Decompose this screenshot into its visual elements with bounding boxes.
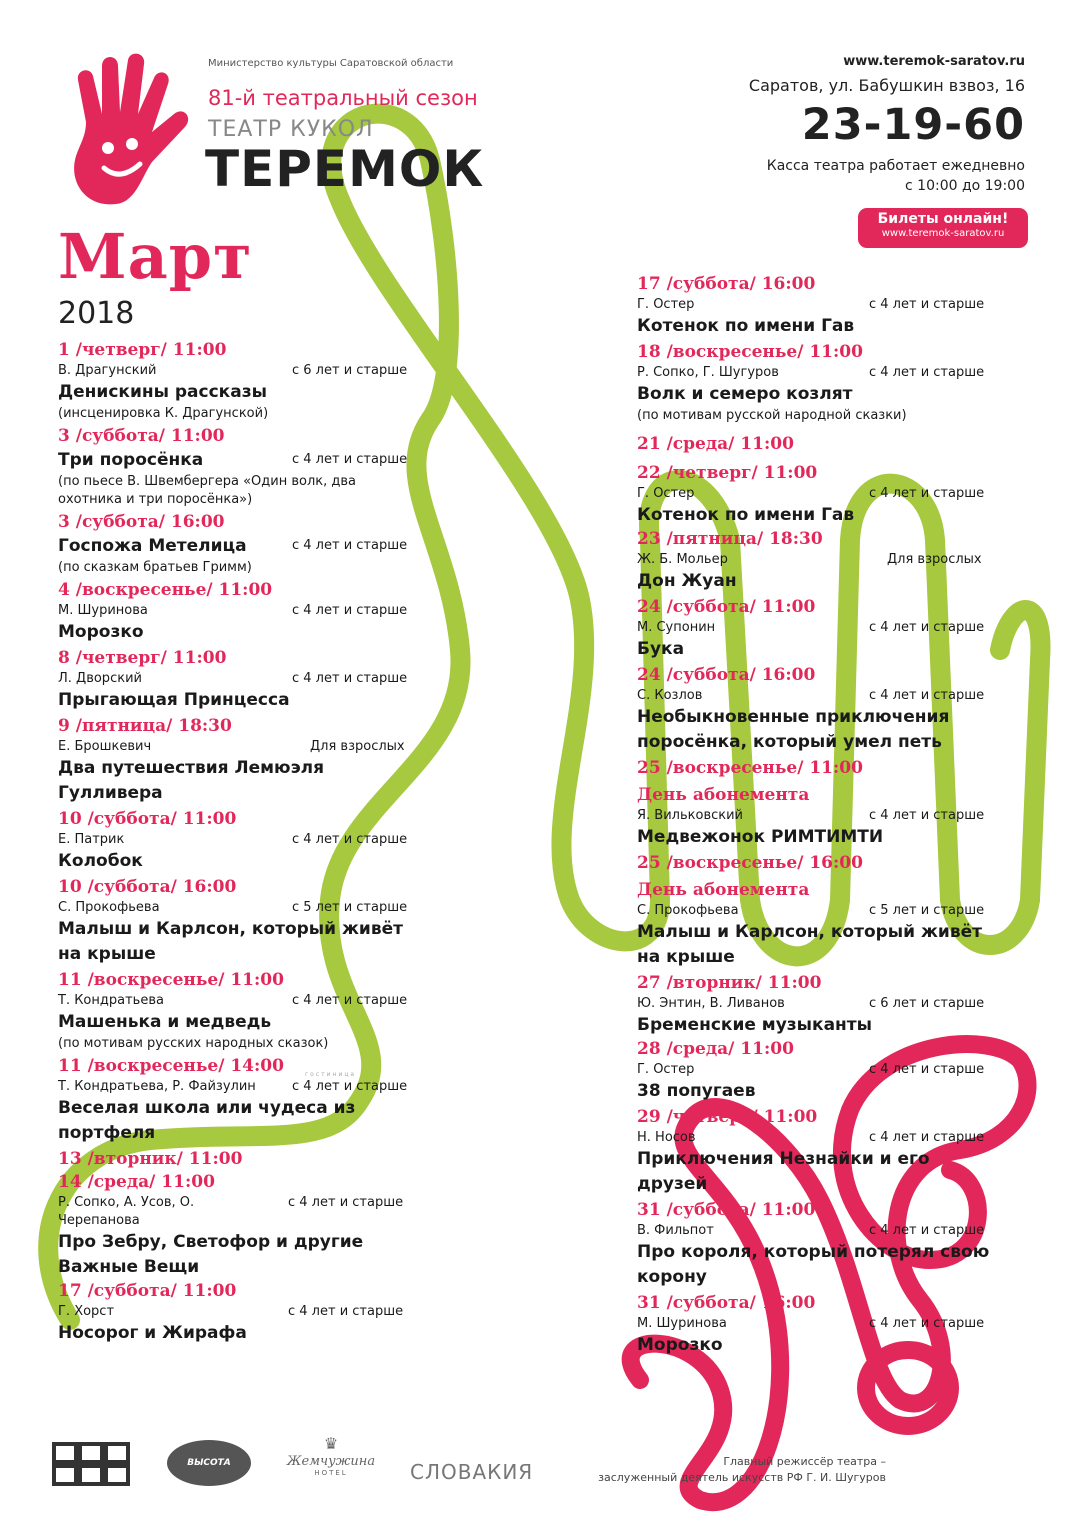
event-info xyxy=(637,687,997,705)
event-age: с 4 лет и старше xyxy=(869,620,985,635)
event-title: Три поросёнка xyxy=(58,450,204,470)
hotel-logo xyxy=(286,1434,376,1490)
event-note: (инсценировка К. Драгунской) xyxy=(58,406,269,421)
event-title: Госпожа Метелица xyxy=(58,536,247,556)
event-note: (по мотивам русской народной сказки) xyxy=(637,408,907,423)
event-info xyxy=(58,1194,418,1230)
event-age: с 4 лет и старше xyxy=(292,603,408,618)
event-date: 8 /четверг/ 11:00 xyxy=(58,648,227,668)
event-info xyxy=(58,831,418,849)
event-info xyxy=(637,619,997,637)
event-author: Р. Сопко, Г. Шугуров xyxy=(637,365,779,380)
vysota-logo: ВЫСОТА xyxy=(167,1440,251,1486)
event-item xyxy=(637,852,997,970)
event-title: Носорог и Жирафа xyxy=(58,1323,247,1343)
event-title: Денискины рассказы xyxy=(58,382,267,402)
hotel-name: Жемчужина xyxy=(286,1454,376,1469)
event-date: 24 /суббота/ 11:00 xyxy=(637,597,816,617)
event-title-row xyxy=(58,448,418,473)
event-age: Для взрослых xyxy=(310,739,405,754)
director-line2: заслуженный деятель искусств РФ Г. И. Шугуров xyxy=(598,1471,886,1484)
event-date: 27 /вторник/ 11:00 xyxy=(637,973,822,993)
event-title: Медвежонок РИМТИМТИ xyxy=(637,827,884,847)
event-item xyxy=(58,969,418,1053)
event-item xyxy=(637,664,997,755)
event-title: Морозко xyxy=(58,622,144,642)
month-title: Март xyxy=(58,220,253,293)
event-title: Бука xyxy=(637,639,685,659)
website-link[interactable]: www.teremok-saratov.ru xyxy=(843,54,1025,69)
hand-logo-icon xyxy=(56,52,196,212)
event-age: с 4 лет и старше xyxy=(869,486,985,501)
event-age: с 4 лет и старше xyxy=(869,808,985,823)
event-date: 31 /суббота/ 11:00 xyxy=(637,1200,816,1220)
event-date: 4 /воскресенье/ 11:00 xyxy=(58,580,273,600)
event-age: с 4 лет и старше xyxy=(869,1130,985,1145)
hotel-crown-icon: ♛ xyxy=(323,1434,339,1453)
event-age: с 6 лет и старше xyxy=(292,363,408,378)
event-item xyxy=(58,425,418,509)
event-item xyxy=(637,528,997,594)
event-age: с 5 лет и старше xyxy=(292,900,408,915)
event-date: 3 /суббота/ 11:00 xyxy=(58,426,225,446)
event-date: 31 /суббота/ 16:00 xyxy=(637,1293,816,1313)
event-item xyxy=(637,341,997,425)
event-author: В. Фильпот xyxy=(637,1223,714,1238)
event-title: Про короля, который потерял свою корону xyxy=(637,1242,990,1287)
season-label: 81-й театральный сезон xyxy=(208,86,478,110)
event-date: 23 /пятница/ 18:30 xyxy=(637,529,823,549)
event-title: Котенок по имени Гав xyxy=(637,316,855,336)
event-author: Н. Носов xyxy=(637,1130,696,1145)
phone-number[interactable]: 23-19-60 xyxy=(801,100,1025,150)
event-title: Дон Жуан xyxy=(637,571,737,591)
event-author: Е. Брошкевич xyxy=(58,739,152,754)
event-author: Ю. Энтин, В. Ливанов xyxy=(637,996,785,1011)
event-info xyxy=(58,362,418,380)
left-schedule-column xyxy=(58,339,418,1346)
event-info xyxy=(637,902,997,920)
tickets-online-label: Билеты онлайн! xyxy=(877,211,1009,227)
event-info xyxy=(58,602,418,620)
year-label: 2018 xyxy=(58,296,135,331)
event-info xyxy=(637,995,997,1013)
event-author: С. Прокофьева xyxy=(58,900,160,915)
event-author: М. Шуринова xyxy=(637,1316,727,1331)
event-date: 25 /воскресенье/ 16:00 xyxy=(637,853,863,873)
event-author: Т. Кондратьева, Р. Файзулин xyxy=(58,1079,256,1094)
event-item xyxy=(58,647,418,713)
tickets-online-button[interactable] xyxy=(858,208,1028,248)
event-date: 24 /суббота/ 16:00 xyxy=(637,665,816,685)
event-title: Морозко xyxy=(637,1335,723,1355)
event-author: Р. Сопко, А. Усов, О. Черепанова xyxy=(58,1195,195,1228)
event-date: 11 /воскресенье/ 14:00 xyxy=(58,1056,284,1076)
event-date: 13 /вторник/ 11:00 xyxy=(58,1149,243,1169)
event-author: С. Прокофьева xyxy=(637,903,739,918)
event-age: с 4 лет и старше xyxy=(292,832,408,847)
box-office-line2: с 10:00 до 19:00 xyxy=(905,178,1025,194)
event-item xyxy=(58,511,418,577)
event-date: 21 /среда/ 11:00 xyxy=(637,434,794,454)
event-note: (по сказкам братьев Гримм) xyxy=(58,560,252,575)
event-date-second: 14 /среда/ 11:00 xyxy=(58,1172,215,1192)
event-date: 28 /среда/ 11:00 xyxy=(637,1039,794,1059)
event-item xyxy=(637,972,997,1038)
event-date-second: День абонемента xyxy=(637,880,810,900)
event-info xyxy=(637,485,997,503)
event-author: Л. Дворский xyxy=(58,671,142,686)
event-title: Веселая школа или чудеса из портфеля xyxy=(58,1098,356,1143)
event-item xyxy=(58,579,418,645)
right-schedule-column xyxy=(637,273,997,1358)
director-note xyxy=(560,1454,886,1486)
event-age: с 4 лет и старше xyxy=(292,671,408,686)
event-item xyxy=(58,876,418,967)
event-date: 10 /суббота/ 11:00 xyxy=(58,809,237,829)
event-age: с 4 лет и старше xyxy=(288,1304,404,1319)
event-author: Я. Вильковский xyxy=(637,808,743,823)
theatre-name: ТЕРЕМОК xyxy=(205,140,485,198)
gostinitsa-watermark: гостиница xyxy=(305,1071,357,1078)
event-item xyxy=(637,1106,997,1197)
event-info xyxy=(637,1222,997,1240)
event-date: 3 /суббота/ 16:00 xyxy=(58,512,225,532)
event-title: Малыш и Карлсон, который живёт на крыше xyxy=(637,922,982,967)
event-title: Приключения Незнайки и его друзей xyxy=(637,1149,930,1194)
director-line1: Главный режиссёр театра – xyxy=(723,1455,886,1468)
ses-logo-icon xyxy=(52,1440,132,1486)
event-item xyxy=(58,339,418,423)
event-item xyxy=(58,1148,418,1280)
event-item xyxy=(637,596,997,662)
event-note: (по пьесе В. Швембергера «Один волк, два охотника и три поросёнка») xyxy=(58,474,357,507)
event-item xyxy=(58,808,418,874)
event-item xyxy=(58,1055,418,1146)
sponsor-logos xyxy=(52,1434,552,1490)
event-item xyxy=(58,715,418,806)
event-age: с 4 лет и старше xyxy=(869,1316,985,1331)
event-title: Малыш и Карлсон, который живёт на крыше xyxy=(58,919,403,964)
event-title: Волк и семеро козлят xyxy=(637,384,853,404)
event-item xyxy=(58,1280,418,1346)
event-age: с 4 лет и старше xyxy=(288,1195,404,1210)
event-age: с 4 лет и старше xyxy=(869,1223,985,1238)
event-title: Машенька и медведь xyxy=(58,1012,272,1032)
event-item xyxy=(637,433,997,528)
slovakia-logo: СЛОВАКИЯ xyxy=(410,1460,534,1484)
event-age: с 4 лет и старше xyxy=(292,452,408,467)
tickets-online-url: www.teremok-saratov.ru xyxy=(881,228,1005,239)
event-title: Колобок xyxy=(58,851,143,871)
event-info xyxy=(637,364,997,382)
event-title: Два путешествия Лемюэля Гулливера xyxy=(58,758,325,803)
event-date: 17 /суббота/ 16:00 xyxy=(637,274,816,294)
event-author: Г. Остер xyxy=(637,486,695,501)
theatre-type: ТЕАТР КУКОЛ xyxy=(208,117,374,142)
event-author: М. Супонин xyxy=(637,620,716,635)
event-title-row xyxy=(58,534,418,559)
event-date-second: День абонемента xyxy=(637,785,810,805)
event-age: с 4 лет и старше xyxy=(869,297,985,312)
event-info xyxy=(637,807,997,825)
event-info xyxy=(58,899,418,917)
event-author: Г. Остер xyxy=(637,1062,695,1077)
ministry-label: Министерство культуры Саратовской области xyxy=(208,58,454,69)
event-author: Г. Хорст xyxy=(58,1304,115,1319)
event-date: 1 /четверг/ 11:00 xyxy=(58,340,227,360)
event-info xyxy=(58,1078,418,1096)
event-date: 29 /четверг/ 11:00 xyxy=(637,1107,818,1127)
event-item xyxy=(637,1292,997,1358)
event-note: (по мотивам русских народных сказок) xyxy=(58,1036,329,1051)
event-info xyxy=(637,551,997,569)
event-date: 9 /пятница/ 18:30 xyxy=(58,716,232,736)
event-date: 17 /суббота/ 11:00 xyxy=(58,1281,237,1301)
event-info xyxy=(637,1061,997,1079)
hotel-sub: HOTEL xyxy=(314,1469,348,1477)
event-author: С. Козлов xyxy=(637,688,703,703)
event-info xyxy=(637,1129,997,1147)
event-author: В. Драгунский xyxy=(58,363,157,378)
event-title: Котенок по имени Гав xyxy=(637,505,855,525)
event-age: с 4 лет и старше xyxy=(869,365,985,380)
box-office-line1: Касса театра работает ежедневно xyxy=(766,158,1025,174)
event-info xyxy=(58,738,418,756)
event-age: с 5 лет и старше xyxy=(869,903,985,918)
event-info xyxy=(58,992,418,1010)
event-author: Е. Патрик xyxy=(58,832,125,847)
event-info xyxy=(58,670,418,688)
event-author: М. Шуринова xyxy=(58,603,148,618)
event-date: 18 /воскресенье/ 11:00 xyxy=(637,342,863,362)
event-age: с 4 лет и старше xyxy=(869,688,985,703)
event-age: с 4 лет и старше xyxy=(292,993,408,1008)
event-author: Ж. Б. Мольер xyxy=(637,552,728,567)
event-title: Про Зебру, Светофор и другие Важные Вещи xyxy=(58,1232,364,1277)
event-info xyxy=(637,296,997,314)
event-author: Г. Остер xyxy=(637,297,695,312)
event-author: Т. Кондратьева xyxy=(58,993,164,1008)
event-date: 10 /суббота/ 16:00 xyxy=(58,877,237,897)
event-item xyxy=(637,757,997,850)
event-item xyxy=(637,1038,997,1104)
box-office-hours xyxy=(767,156,1025,196)
event-date: 11 /воскресенье/ 11:00 xyxy=(58,970,284,990)
event-item xyxy=(637,273,997,339)
event-title: Прыгающая Принцесса xyxy=(58,690,290,710)
event-age: с 4 лет и старше xyxy=(292,538,408,553)
event-age: Для взрослых xyxy=(887,552,982,567)
event-age: с 6 лет и старше xyxy=(869,996,985,1011)
event-age: с 4 лет и старше xyxy=(292,1079,408,1094)
event-age: с 4 лет и старше xyxy=(869,1062,985,1077)
event-date-second: 22 /четверг/ 11:00 xyxy=(637,463,818,483)
event-title: 38 попугаев xyxy=(637,1081,756,1101)
event-item xyxy=(637,1199,997,1290)
address: Саратов, ул. Бабушкин взвоз, 16 xyxy=(748,76,1025,95)
event-info xyxy=(58,1303,418,1321)
event-info xyxy=(637,1315,997,1333)
event-title: Бременские музыканты xyxy=(637,1015,873,1035)
event-date: 25 /воскресенье/ 11:00 xyxy=(637,758,863,778)
event-title: Необыкновенные приключения поросёнка, который умел петь xyxy=(637,707,950,752)
